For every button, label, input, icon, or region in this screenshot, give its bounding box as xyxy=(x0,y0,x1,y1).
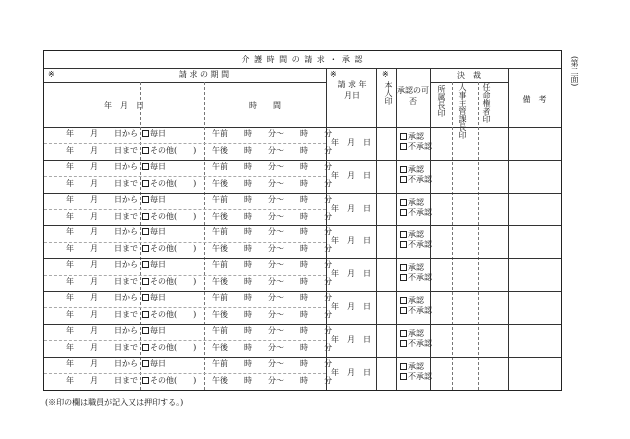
am-time[interactable]: 午前 時 分～ 時 分 xyxy=(212,161,332,171)
from-date[interactable]: 年 月 日から xyxy=(66,161,138,171)
disapprove-option[interactable] xyxy=(400,306,432,316)
am-time[interactable]: 午前 時 分～ 時 分 xyxy=(212,358,332,368)
checkbox-icon[interactable] xyxy=(142,377,149,384)
approve-option[interactable] xyxy=(400,329,424,339)
daily-option[interactable] xyxy=(142,359,166,369)
approve-option[interactable] xyxy=(400,296,424,306)
period-header: 請 求 の 期 間 xyxy=(178,70,230,79)
checkbox-icon[interactable] xyxy=(142,213,149,220)
disapprove-label: 不承認 xyxy=(408,273,432,283)
checkbox-icon[interactable] xyxy=(142,180,149,187)
time-header: 時 間 xyxy=(249,101,281,110)
from-date[interactable]: 年 月 日から xyxy=(66,325,138,335)
approve-option[interactable] xyxy=(400,230,424,240)
approve-label: 承認 xyxy=(408,230,424,240)
disapprove-option[interactable] xyxy=(400,372,432,382)
checkbox-icon[interactable] xyxy=(400,231,407,238)
pm-time[interactable]: 午後 時 分～ 時 分 xyxy=(212,375,332,385)
decision-col-2: 人事主管課長印 xyxy=(458,83,467,139)
checkbox-icon[interactable] xyxy=(400,274,407,281)
other-label: その他( ) xyxy=(150,277,197,287)
request-date[interactable]: 年 月 日 xyxy=(331,138,371,147)
checkbox-icon[interactable] xyxy=(400,264,407,271)
checkbox-icon[interactable] xyxy=(142,344,149,351)
pm-time[interactable]: 午後 時 分～ 時 分 xyxy=(212,178,332,188)
am-time[interactable]: 午前 時 分～ 時 分 xyxy=(212,325,332,335)
daily-label: 毎日 xyxy=(150,129,166,138)
from-date[interactable]: 年 月 日から xyxy=(66,260,138,270)
other-option[interactable] xyxy=(142,310,196,320)
pm-time[interactable]: 午後 時 分～ 時 分 xyxy=(212,342,332,352)
other-option[interactable] xyxy=(142,376,196,386)
to-date[interactable]: 年 月 日まで xyxy=(66,277,138,287)
approve-option[interactable] xyxy=(400,198,424,208)
checkbox-icon[interactable] xyxy=(400,176,407,183)
checkbox-icon[interactable] xyxy=(142,147,149,154)
checkbox-icon[interactable] xyxy=(142,163,149,170)
checkbox-icon[interactable] xyxy=(400,133,407,140)
checkbox-icon[interactable] xyxy=(142,360,149,367)
daily-label: 毎日 xyxy=(150,161,166,171)
daily-option[interactable] xyxy=(142,326,166,336)
request-date-header: 請 求 年月日 xyxy=(337,80,367,100)
checkbox-icon[interactable] xyxy=(142,130,149,137)
disapprove-option[interactable] xyxy=(400,273,432,283)
other-label: その他( ) xyxy=(150,244,197,254)
request-date[interactable]: 年 月 日 xyxy=(331,302,371,311)
request-date[interactable]: 年 月 日 xyxy=(331,236,371,246)
checkbox-icon[interactable] xyxy=(400,297,407,304)
other-label: その他( ) xyxy=(150,310,197,319)
checkbox-icon[interactable] xyxy=(142,327,149,334)
approve-option[interactable] xyxy=(400,132,424,142)
daily-label: 毎日 xyxy=(150,227,166,237)
checkbox-icon[interactable] xyxy=(400,340,407,347)
other-option[interactable] xyxy=(142,179,196,189)
other-option[interactable] xyxy=(142,343,196,353)
request-date[interactable]: 年 月 日 xyxy=(331,203,371,213)
remarks-header: 備 考 xyxy=(522,95,547,104)
other-label: その他( ) xyxy=(150,211,197,221)
to-date[interactable]: 年 月 日まで xyxy=(66,310,138,319)
approval-header: 承認の可否 xyxy=(397,86,429,106)
daily-option[interactable] xyxy=(142,293,166,303)
care-leave-request-form xyxy=(43,50,562,391)
disapprove-label: 不承認 xyxy=(408,142,432,151)
self-seal-header: 本人印 xyxy=(384,81,393,105)
other-option[interactable] xyxy=(142,244,196,254)
request-date[interactable]: 年 月 日 xyxy=(331,170,371,180)
checkbox-icon[interactable] xyxy=(142,278,149,285)
am-time[interactable]: 午前 時 分～ 時 分 xyxy=(212,129,332,138)
page-number: (第二面) xyxy=(570,56,579,87)
to-date[interactable]: 年 月 日まで xyxy=(66,342,138,352)
approve-option[interactable] xyxy=(400,263,424,273)
decision-col-1: 所属長印 xyxy=(437,85,446,117)
checkbox-icon[interactable] xyxy=(142,311,149,318)
approve-label: 承認 xyxy=(408,263,424,273)
checkbox-icon[interactable] xyxy=(400,209,407,216)
disapprove-option[interactable] xyxy=(400,240,432,250)
daily-label: 毎日 xyxy=(150,325,166,335)
from-date[interactable]: 年 月 日から xyxy=(66,129,138,138)
am-time[interactable]: 午前 時 分～ 時 分 xyxy=(212,260,332,270)
approve-option[interactable] xyxy=(400,362,424,372)
other-label: その他( ) xyxy=(150,178,197,188)
daily-label: 毎日 xyxy=(150,293,166,302)
daily-option[interactable] xyxy=(142,129,166,139)
approve-label: 承認 xyxy=(408,132,424,141)
staff-mark-2: ※ xyxy=(330,70,337,79)
to-date[interactable]: 年 月 日まで xyxy=(66,244,138,254)
checkbox-icon[interactable] xyxy=(142,228,149,235)
to-date[interactable]: 年 月 日まで xyxy=(66,211,138,221)
checkbox-icon[interactable] xyxy=(142,245,149,252)
from-date[interactable]: 年 月 日から xyxy=(66,194,138,204)
pm-time[interactable]: 午後 時 分～ 時 分 xyxy=(212,146,332,155)
request-date[interactable]: 年 月 日 xyxy=(331,334,371,344)
approve-label: 承認 xyxy=(408,328,424,338)
pm-time[interactable]: 午後 時 分～ 時 分 xyxy=(212,277,332,287)
checkbox-icon[interactable] xyxy=(142,196,149,203)
daily-option[interactable] xyxy=(142,195,166,205)
other-label: その他( ) xyxy=(150,375,197,385)
disapprove-option[interactable] xyxy=(400,339,432,349)
checkbox-icon[interactable] xyxy=(400,363,407,370)
approve-label: 承認 xyxy=(408,164,424,174)
pm-time[interactable]: 午後 時 分～ 時 分 xyxy=(212,244,332,254)
checkbox-icon[interactable] xyxy=(400,199,407,206)
request-date[interactable]: 年 月 日 xyxy=(331,367,371,377)
daily-label: 毎日 xyxy=(150,260,166,270)
decision-header: 決 裁 xyxy=(457,71,481,80)
to-date[interactable]: 年 月 日まで xyxy=(66,146,138,155)
am-time[interactable]: 午前 時 分～ 時 分 xyxy=(212,227,332,237)
checkbox-icon[interactable] xyxy=(400,307,407,314)
date-header: 年 月 日 xyxy=(104,101,144,110)
am-time[interactable]: 午前 時 分～ 時 分 xyxy=(212,293,332,302)
disapprove-label: 不承認 xyxy=(408,306,432,315)
checkbox-icon[interactable] xyxy=(142,261,149,268)
disapprove-label: 不承認 xyxy=(408,338,432,348)
daily-option[interactable] xyxy=(142,162,166,172)
from-date[interactable]: 年 月 日から xyxy=(66,293,138,302)
checkbox-icon[interactable] xyxy=(400,143,407,150)
other-option[interactable] xyxy=(142,277,196,287)
disapprove-label: 不承認 xyxy=(408,371,432,381)
disapprove-option[interactable] xyxy=(400,175,432,185)
from-date[interactable]: 年 月 日から xyxy=(66,227,138,237)
daily-option[interactable] xyxy=(142,260,166,270)
footer-note: (※印の欄は職員が記入又は押印する。) xyxy=(45,398,184,407)
disapprove-label: 不承認 xyxy=(408,207,432,217)
to-date[interactable]: 年 月 日まで xyxy=(66,375,138,385)
form-title: 介 護 時 間 の 請 求 ・ 承 認 xyxy=(241,55,364,64)
checkbox-icon[interactable] xyxy=(142,294,149,301)
staff-mark-3: ※ xyxy=(382,70,389,79)
other-option[interactable] xyxy=(142,212,196,222)
daily-option[interactable] xyxy=(142,227,166,237)
daily-label: 毎日 xyxy=(150,358,166,368)
disapprove-option[interactable] xyxy=(400,142,432,152)
other-label: その他( ) xyxy=(150,146,197,155)
checkbox-icon[interactable] xyxy=(400,241,407,248)
approve-label: 承認 xyxy=(408,296,424,305)
disapprove-option[interactable] xyxy=(400,208,432,218)
checkbox-icon[interactable] xyxy=(400,330,407,337)
staff-mark: ※ xyxy=(48,70,55,79)
am-time[interactable]: 午前 時 分～ 時 分 xyxy=(212,194,332,204)
checkbox-icon[interactable] xyxy=(400,166,407,173)
pm-time[interactable]: 午後 時 分～ 時 分 xyxy=(212,310,332,319)
to-date[interactable]: 年 月 日まで xyxy=(66,178,138,188)
pm-time[interactable]: 午後 時 分～ 時 分 xyxy=(212,211,332,221)
from-date[interactable]: 年 月 日から xyxy=(66,358,138,368)
request-date[interactable]: 年 月 日 xyxy=(331,269,371,279)
approve-label: 承認 xyxy=(408,361,424,371)
disapprove-label: 不承認 xyxy=(408,240,432,250)
approve-option[interactable] xyxy=(400,165,424,175)
daily-label: 毎日 xyxy=(150,194,166,204)
disapprove-label: 不承認 xyxy=(408,174,432,184)
other-option[interactable] xyxy=(142,146,196,156)
approve-label: 承認 xyxy=(408,197,424,207)
decision-col-3: 任命権者印 xyxy=(482,83,491,123)
other-label: その他( ) xyxy=(150,342,197,352)
checkbox-icon[interactable] xyxy=(400,373,407,380)
